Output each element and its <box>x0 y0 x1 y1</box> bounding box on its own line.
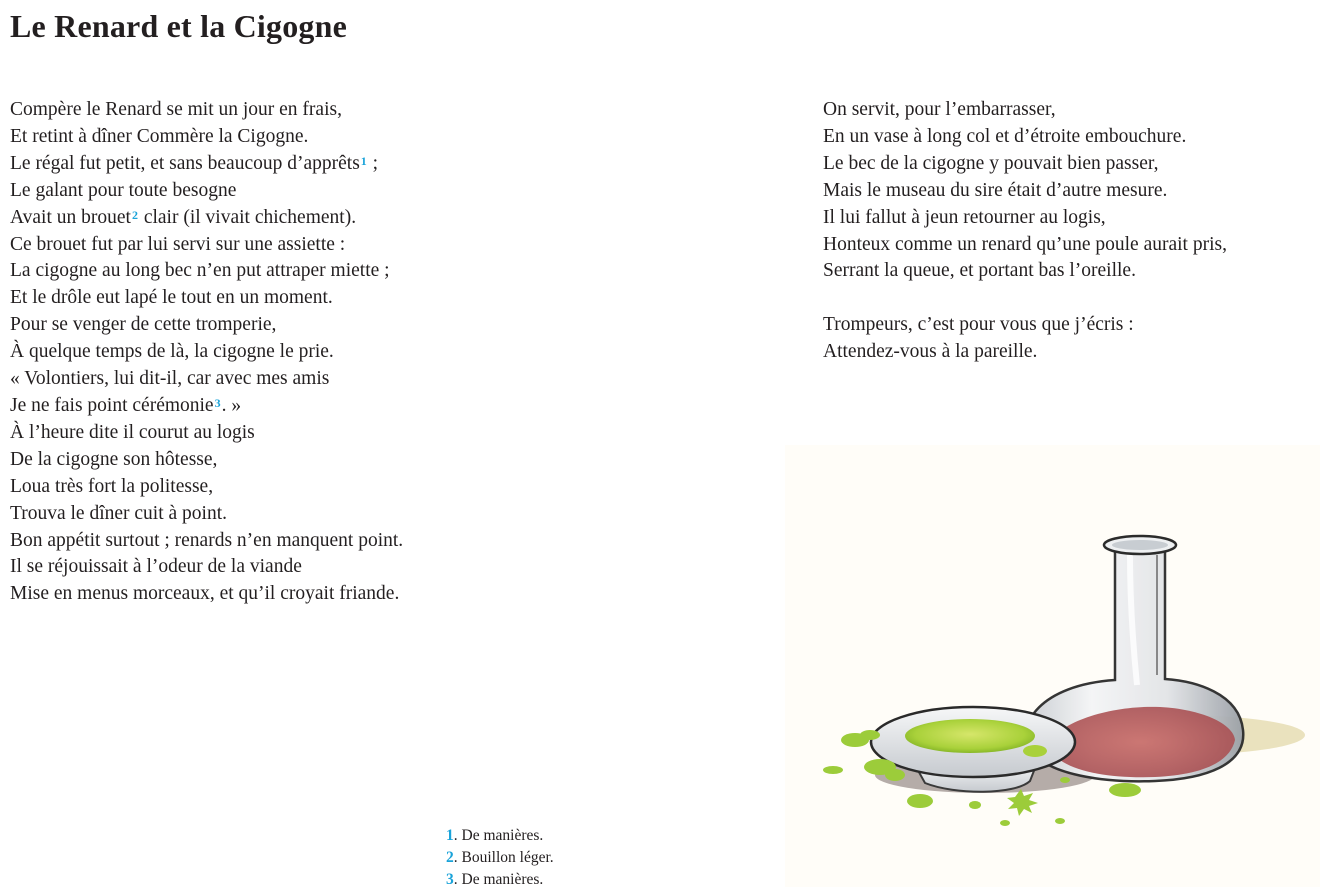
verse-line <box>823 178 1227 205</box>
verse-line <box>10 151 403 178</box>
verse-text: Le régal fut petit, et sans beaucoup d’apprêts <box>10 152 360 174</box>
verse-line <box>10 258 403 285</box>
verse-line <box>823 151 1227 178</box>
verse-line <box>10 97 403 124</box>
verse-line <box>10 312 403 339</box>
verse-text: Il se réjouissait à l’odeur de la viande <box>10 556 302 578</box>
verse-text: En un vase à long col et d’étroite embouchure. <box>823 125 1187 147</box>
verse-line <box>823 258 1227 285</box>
footnote-text: . De manières. <box>453 871 544 888</box>
verse-text-after: ; <box>367 152 379 174</box>
verse-text: Bon appétit surtout ; renards n’en manquent point. <box>10 529 404 551</box>
footnote-text: . De manières. <box>453 827 544 844</box>
verse-line <box>10 581 403 608</box>
verse-line <box>10 339 403 366</box>
verse-text: Attendez-vous à la pareille. <box>823 340 1038 362</box>
footnote-item <box>446 869 554 891</box>
verse-text: Pour se venger de cette tromperie, <box>10 314 277 336</box>
verse-line <box>823 124 1227 151</box>
verse-text: Trompeurs, c’est pour vous que j’écris : <box>823 314 1134 335</box>
footnote-ref-1[interactable]: 1 <box>360 153 367 168</box>
footnote-number: 3 <box>446 871 454 888</box>
verse-line <box>10 366 403 393</box>
verse-text: On servit, pour l’embarrasser, <box>823 99 1056 120</box>
verse-line <box>10 528 403 555</box>
verse-text: Et retint à dîner Commère la Cigogne. <box>10 125 309 147</box>
verse-line <box>10 447 403 474</box>
verse-text: « Volontiers, lui dit-il, car avec mes amis <box>10 368 330 390</box>
verse-text-after: . » <box>221 394 242 416</box>
verse-text: Avait un brouet <box>10 206 131 228</box>
footnote-item <box>446 847 554 869</box>
verse-line <box>10 393 403 420</box>
verse-line <box>10 124 403 151</box>
verse-text: Il lui fallut à jeun retourner au logis, <box>823 206 1106 228</box>
verse-text: Honteux comme un renard qu’une poule aurait pris, <box>823 233 1227 255</box>
verse-text: Compère le Renard se mit un jour en frais, <box>10 99 342 120</box>
verse-line <box>10 232 403 259</box>
footnote-text: . Bouillon léger. <box>453 849 554 866</box>
verse-text: Ce brouet fut par lui servi sur une assiette : <box>10 233 346 255</box>
footnote-number: 2 <box>446 849 454 866</box>
verse-text: Serrant la queue, et portant bas l’oreille. <box>823 260 1136 282</box>
verse-line <box>823 339 1134 366</box>
page-title: Le Renard et la Cigogne <box>10 8 348 44</box>
poem-left-column <box>10 97 403 608</box>
poem-right-column <box>823 97 1227 285</box>
verse-line <box>10 420 403 447</box>
verse-text: Mais le museau du sire était d’autre mesure. <box>823 179 1168 201</box>
footnote-ref-3[interactable]: 3 <box>214 395 221 410</box>
verse-text: De la cigogne son hôtesse, <box>10 448 218 470</box>
flask-and-plate-icon <box>785 445 1320 887</box>
footnote-ref-2[interactable]: 2 <box>131 207 138 222</box>
verse-text: À l’heure dite il courut au logis <box>10 421 255 443</box>
verse-text: Et le drôle eut lapé le tout en un moment. <box>10 287 333 309</box>
verse-line <box>10 501 403 528</box>
verse-text: La cigogne au long bec n’en put attraper miette ; <box>10 260 390 282</box>
verse-line <box>823 312 1134 339</box>
footnote-item <box>446 825 554 847</box>
verse-line <box>10 285 403 312</box>
verse-line <box>823 205 1227 232</box>
verse-text: À quelque temps de là, la cigogne le prie. <box>10 341 334 363</box>
footnotes <box>446 825 554 891</box>
poem-moral <box>823 312 1134 366</box>
verse-text: Trouva le dîner cuit à point. <box>10 502 227 524</box>
illustration-flask-and-plate <box>785 445 1320 887</box>
footnote-number: 1 <box>446 827 454 844</box>
verse-text: Le galant pour toute besogne <box>10 179 237 201</box>
verse-line <box>823 232 1227 259</box>
verse-text: Loua très fort la politesse, <box>10 475 214 497</box>
verse-text: Je ne fais point cérémonie <box>10 394 214 416</box>
verse-line <box>10 205 403 232</box>
verse-text-after: clair (il vivait chichement). <box>138 206 357 228</box>
verse-text: Le bec de la cigogne y pouvait bien passer, <box>823 152 1159 174</box>
verse-text: Mise en menus morceaux, et qu’il croyait friande. <box>10 583 400 605</box>
verse-line <box>10 474 403 501</box>
verse-line <box>823 97 1227 124</box>
verse-line <box>10 554 403 581</box>
verse-line <box>10 178 403 205</box>
